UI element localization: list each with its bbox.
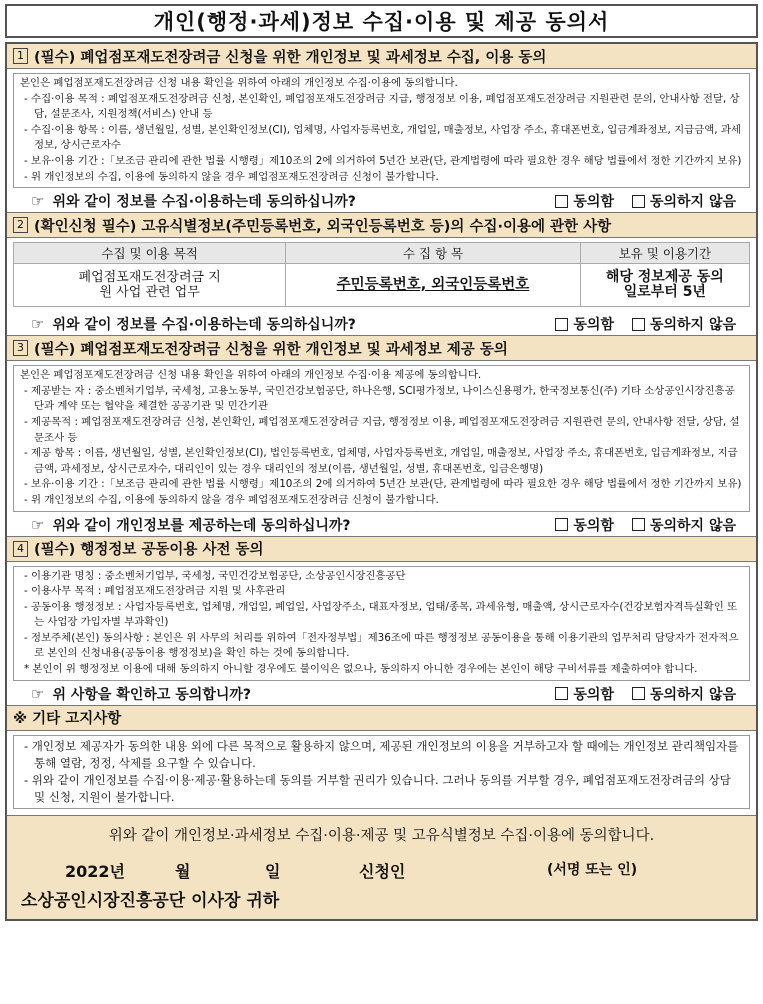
checkbox-icon[interactable] — [555, 318, 568, 331]
disagree-option[interactable] — [632, 684, 736, 704]
agree-label: 동의함 — [573, 517, 614, 534]
content-line: - 보유·이용 기간 :「보조금 관리에 관한 법률 시행령」제10조의 2에 의거하여 5년간 보관(단, 관계법령에 따라 필요한 경우 해당 법률에서 정한 기간까지 보유) — [24, 478, 742, 491]
section-1-heading — [7, 44, 756, 69]
consent-question: 위와 같이 정보를 수집·이용하는데 동의하십니까? — [52, 194, 356, 211]
agree-label: 동의함 — [573, 194, 614, 211]
section-2-heading — [7, 212, 756, 238]
other-notices-content — [13, 735, 750, 809]
content-line: 본인은 폐업점포재도전장려금 신청 내용 확인을 위하여 아래의 개인정보 수집·이용에 동의합니다. — [20, 77, 458, 89]
section-1-consent — [7, 190, 756, 212]
content-line: - 위와 같이 개인정보를 수집·이용·제공·활용하는데 동의를 거부할 권리가 있습니다. 그러나 동의를 거부할 경우, 폐업점포재도전장려금의 상담 및 신청, 지원이 불가합니다. — [24, 772, 731, 804]
content-line: - 제공목적 : 폐업점포재도전장려금 신청, 본인확인, 폐업점포재도전장려금 지급, 행정정보 이용, 폐업점포재도전장려금 지원관련 문의, 안내사항 전달, 상담, 설문조사 등 — [24, 415, 740, 444]
content-line: 본인은 폐업점포재도전장려금 신청 내용 확인을 위하여 아래의 개인정보 수집·이용 제공에 동의합니다. — [20, 369, 482, 382]
column-header: 수집 및 이용 목적 — [14, 243, 286, 264]
consent-question: 위 사항을 확인하고 동의합니까? — [52, 686, 252, 703]
disagree-label: 동의하지 않음 — [649, 317, 736, 334]
section-4-content — [13, 566, 750, 681]
section-1-content — [13, 73, 750, 188]
closing-block — [7, 815, 756, 919]
section-4-consent — [7, 683, 756, 705]
disagree-label: 동의하지 않음 — [649, 194, 736, 211]
pointing-hand-icon: ☞ — [31, 515, 45, 534]
section-4-heading — [7, 536, 756, 562]
agree-option[interactable] — [555, 191, 614, 211]
section-3-consent — [7, 514, 756, 536]
content-line: - 수집·이용 항목 : 이름, 생년월일, 성별, 본인확인정보(CI), 업체명, 사업자등록번호, 개업일, 매출정보, 사업장 주소, 휴대폰번호, 입금계좌정보, 지급금액, 과세정보, 상시근로자수 — [24, 123, 741, 152]
section-number: 1 — [13, 48, 28, 64]
signature-label: (서명 또는 인) — [547, 861, 638, 878]
content-line: - 위 개인정보의 수집, 이용에 동의하지 않을 경우 폐업점포재도전장려금 신청이 불가합니다. — [24, 170, 439, 183]
section-number: 4 — [13, 541, 28, 557]
document-title: 개인(행정·과세)정보 수집·이용 및 제공 동의서 — [5, 4, 758, 38]
section-title: (확인신청 필수) 고유식별정보(주민등록번호, 외국인등록번호 등)의 수집·이용에 관한 사항 — [34, 218, 612, 235]
checkbox-icon[interactable] — [632, 195, 645, 208]
column-header: 수 집 항 목 — [286, 243, 580, 264]
period-cell: 해당 정보제공 동의일로부터 5년 — [580, 264, 749, 307]
content-line: - 개인정보 제공자가 동의한 내용 외에 다른 목적으로 활용하지 않으며, 제공된 개인정보의 이용을 거부하고자 할 때에는 개인정보 관리책임자를 통해 열람, 정정, 삭제를 요구할 수 있습니다. — [24, 738, 739, 770]
content-line: - 보유·이용 기간 :「보조금 관리에 관한 법률 시행령」제10조의 2에 의거하여 5년간 보관(단, 관계법령에 따라 필요한 경우 해당 법률에서 정한 기간까지 보유) — [24, 154, 742, 167]
section-title: (필수) 행정정보 공동이용 사전 동의 — [34, 542, 264, 558]
disagree-option[interactable] — [632, 191, 736, 211]
content-line: - 수집·이용 목적 : 폐업점포재도전장려금 신청, 본인확인, 폐업점포재도전장려금 지급, 행정정보 이용, 폐업점포재도전장려금 지원관련 문의, 안내사항 전달, 상담, 설문조사, 지원정책(서비스) 안내 등 — [24, 92, 740, 121]
disagree-option[interactable] — [632, 314, 736, 334]
date-day: 일 — [265, 861, 281, 881]
closing-statement: 위와 같이 개인정보·과세정보 수집·이용·제공 및 고유식별정보 수집·이용에 동의합니다. — [108, 827, 655, 844]
agree-label: 동의함 — [573, 317, 614, 334]
items-cell: 주민등록번호, 외국인등록번호 — [286, 264, 580, 307]
section-title: (필수) 폐업점포재도전장려금 신청을 위한 개인정보 및 과세정보 제공 동의 — [34, 341, 508, 358]
date-month: 월 — [175, 861, 191, 881]
consent-question: 위와 같이 정보를 수집·이용하는데 동의하십니까? — [52, 317, 356, 334]
agree-option[interactable] — [555, 515, 614, 535]
pointing-hand-icon: ☞ — [31, 192, 45, 211]
other-notices-heading — [7, 705, 756, 731]
addressee: 소상공인시장진흥공단 이사장 귀하 — [21, 890, 280, 911]
agree-label: 동의함 — [573, 686, 614, 703]
content-line: - 위 개인정보의 수집, 이용에 동의하지 않을 경우 폐업점포재도전장려금 신청이 불가합니다. — [24, 493, 439, 506]
section-3-heading — [7, 335, 756, 361]
content-line: - 제공받는 자 : 중소벤처기업부, 국세청, 고용노동부, 국민건강보험공단, 하나은행, SCI평가정보, 나이스신용평가, 한국정보통신(주) 기타 소상공인시장진흥공단과 계약 또는 협약을 체결한 공공기관 및 민간기관 — [24, 384, 735, 413]
disagree-label: 동의하지 않음 — [649, 517, 736, 534]
purpose-cell: 폐업점포재도전장려금 지원 사업 관련 업무 — [14, 264, 286, 307]
content-line: * 본인이 위 행정정보 이용에 대해 동의하지 아니할 경우에도 불이익은 없으나, 동의하지 아니한 경우에는 본인이 해당 구비서류를 제출하여야 합니다. — [24, 663, 698, 676]
checkbox-icon[interactable] — [632, 518, 645, 531]
section-title: ※ 기타 고지사항 — [13, 711, 122, 728]
checkbox-icon[interactable] — [555, 518, 568, 531]
unique-id-table — [13, 242, 750, 307]
section-title: (필수) 폐업점포재도전장려금 신청을 위한 개인정보 및 과세정보 수집, 이용 동의 — [34, 49, 547, 66]
content-line: - 이용사무 목적 : 폐업점포재도전장려금 지원 및 사후관리 — [24, 585, 286, 598]
date-year: 2022년 — [65, 861, 125, 881]
disagree-label: 동의하지 않음 — [649, 686, 736, 703]
section-number: 3 — [13, 340, 28, 356]
checkbox-icon[interactable] — [632, 687, 645, 700]
section-2-consent — [7, 313, 756, 335]
applicant-label: 신청인 — [359, 861, 406, 881]
form-body — [5, 42, 758, 921]
agree-option[interactable] — [555, 684, 614, 704]
checkbox-icon[interactable] — [555, 195, 568, 208]
section-number: 2 — [13, 217, 28, 233]
checkbox-icon[interactable] — [555, 687, 568, 700]
consent-question: 위와 같이 개인정보를 제공하는데 동의하십니까? — [52, 517, 351, 534]
section-3-content — [13, 365, 750, 511]
disagree-option[interactable] — [632, 515, 736, 535]
content-line: - 제공 항목 : 이름, 생년월일, 성별, 본인확인정보(CI), 법인등록번호, 업체명, 사업자등록번호, 개업일, 매출정보, 사업장 주소, 휴대폰번호, 입금계좌정보, 지급금액, 과세정보, 상시근로자수, 대리인이 있는 경우 대리인의 정보(이름, 생년월일, 성별, 휴대폰번호, 입금은행명) — [24, 447, 738, 475]
checkbox-icon[interactable] — [632, 318, 645, 331]
agree-option[interactable] — [555, 314, 614, 334]
content-line: - 공동이용 행정정보 : 사업자등록번호, 업체명, 개업일, 폐업일, 사업장주소, 대표자정보, 업태/종목, 과세유형, 매출액, 상시근로자수(건강보험자격득실확인 또는 사업장 가입자별 부과확인) — [24, 600, 738, 629]
pointing-hand-icon: ☞ — [31, 684, 45, 703]
column-header: 보유 및 이용기간 — [580, 243, 749, 264]
signature-line — [17, 859, 746, 882]
pointing-hand-icon: ☞ — [31, 315, 45, 334]
content-line: - 이용기관 명칭 : 중소벤처기업부, 국세청, 국민건강보험공단, 소상공인시장진흥공단 — [24, 569, 406, 582]
content-line: - 정보주체(본인) 동의사항 : 본인은 위 사무의 처리를 위하여「전자정부법」제36조에 따른 행정정보 공동이용을 통해 이용기관의 업무처리 담당자가 전자적으로 본인의 신청내용(공동이용 행정정보)을 확인 하는 것에 동의합니다. — [24, 631, 739, 660]
